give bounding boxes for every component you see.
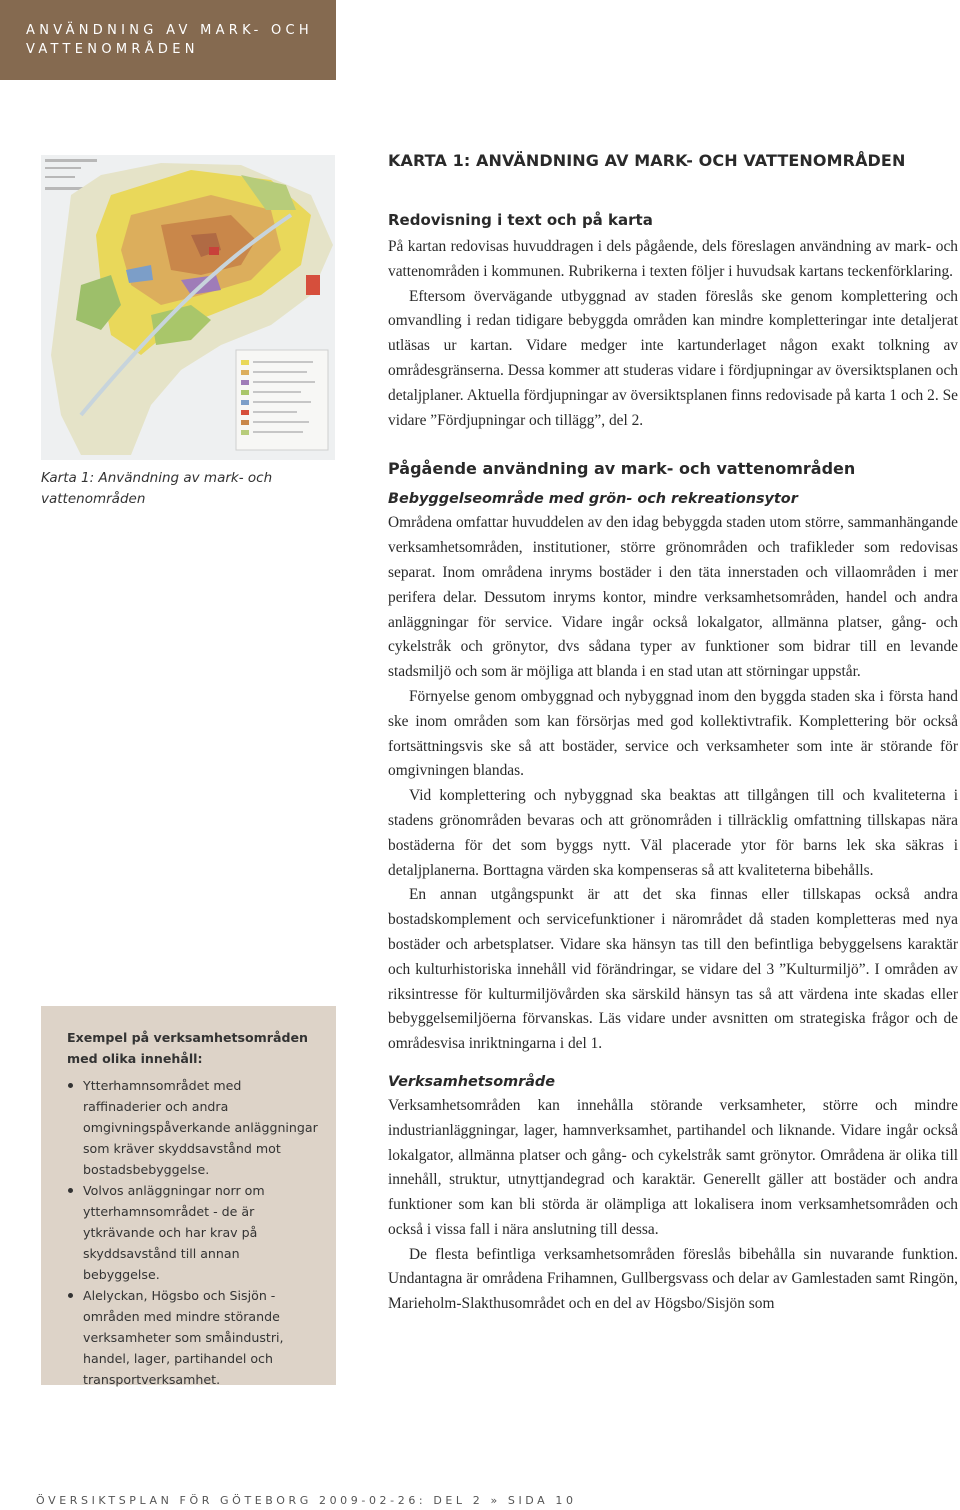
map-graphic: [41, 155, 335, 460]
map-caption: Karta 1: Användning av mark- och vattenområden: [41, 470, 273, 507]
paragraph: Förnyelse genom ombyggnad och nybyggnad inom den byggda staden ska i första hand ske inom områden som kan försörjas med god kollektivtrafik. Komplettering bör också fortsättningsvis ske så att bostäder, service och verksamheter som inte är störande för omgivningen blandas.: [388, 687, 958, 780]
paragraph: Vid komplettering och nybyggnad ska beaktas att tillgången till och kvaliteterna i stadens grönområden bevaras och att grönområden i tillräcklig omfattning tillskapas nära bostäderna för det som byggs nytt. Väl placerade ytor för barns lek ska säkras i detaljplanerna. Borttagna värden ska kompenseras så att kvaliteterna bibehålls.: [388, 787, 958, 879]
page-footer: ÖVERSIKTSPLAN FÖR GÖTEBORG 2009-02-26: DEL 2 » SIDA 10: [36, 1494, 577, 1507]
section-heading-redovisning: Redovisning i text och på karta: [388, 211, 653, 229]
paragraph: Eftersom övervägande utbyggnad av staden föreslås ske genom komplettering och omvandling i redan tidigare bebyggda områden kan mindre kompletteringar inte detaljerat utläsas ur kartan. Vidare medger inte kartunderlaget någon exakt tolkning av områdesgränserna. Dessa kommer att studeras vidare i fördjupningar av översiktsplanen och detaljplaner. Aktuella fördjupningar av översiktsplanen finns redovisade på karta 1 och 2. Se vidare ”Fördjupningar och tillägg”, del 2.: [388, 287, 958, 429]
section-heading-pagaende: Pågående användning av mark- och vattenområden: [388, 459, 856, 479]
page-title: KARTA 1: ANVÄNDNING AV MARK- OCH VATTENOMRÅDEN: [388, 151, 906, 170]
subheading-bebyggelseomrade: Bebyggelseområde med grön- och rekreationsytor: [388, 491, 798, 508]
main-column: [388, 150, 958, 1317]
example-sidebox: [41, 1006, 336, 1385]
paragraph: Verksamhetsområden kan innehålla störande verksamheter, större och mindre industrianläggningar, lager, hamnverksamhet, partihandel och liknande. Vidare ingår också lokalgator, allmänna platser och gång- och cykelstråk samt grönytor. Områdena är olika till innehåll, struktur, utnyttjandegrad och karaktär. Generellt gäller att bostäder och andra funktioner som kan bli störda är olämpliga att lokalisera inom verksamhetsområden och också i vissa fall i nära anslutning till dessa.: [388, 1096, 958, 1238]
paragraph: En annan utgångspunkt är att det ska finnas eller tillskapas också andra bostadskomplement och servicefunktioner i närområdet då staden kompletteras med nya bostäder och arbetsplatser. Vidare ska hänsyn tas till den befintliga bebyggelsens karaktär och kulturhistoriska innehåll vid förändringar, se vidare del 3 ”Kulturmiljö”. I områden av riksintresse för kulturmiljövården ska särskild hänsyn tas så att värdena inte skadas eller bebyggelsemiljöerna förvanskas. Läs vidare under avsnitten om strategiska frågor och de områdesvisa inriktningarna i del 1.: [388, 886, 958, 1053]
land-use-map-thumbnail: [41, 155, 335, 460]
section-header-line2: VATTENOMRÅDEN: [26, 42, 199, 57]
sidebox-title: Exempel på verksamhetsområden med olika innehåll:: [67, 1030, 309, 1066]
paragraph: Områdena omfattar huvuddelen av den idag bebyggda staden utom större, sammanhängande verksamhetsområden, institutioner, större grönområden och trafikleder som redovisas separat. Inom områdena inryms bostäder i den täta innerstaden och villaområden i mer perifera delar. Dessutom inryms kontor, mindre verksamhetsområden, handel och andra anläggningar för service. Vidare ingår också lokalgator, allmänna platser, gång- och cykelstråk och grönytor, dvs sådana typer av funktioner som bidrar till en levande stadsmiljö och som är möjliga att blanda i en stad utan att störningar uppstår.: [388, 514, 958, 681]
subheading-verksamhetsomrade: Verksamhetsområde: [388, 1073, 555, 1090]
paragraph: De flesta befintliga verksamhetsområden föreslås bibehålla sin nuvarande funktion. Undantagna är områdena Frihamnen, Gullbergsvass och delar av Gamlestaden samt Ringön, Marieholm-Slakthusområdet och en del av Högsbo/Sisjön som: [388, 1245, 958, 1313]
section-header-band: [0, 0, 336, 80]
list-item: Ytterhamnsområdet med raffinaderier och andra omgivningspåverkande anläggningar som kräver skyddsavstånd mot bostadsbebyggelse.: [67, 1075, 318, 1180]
list-item: Volvos anläggningar norr om ytterhamnsområdet - de är ytkrävande och har krav på skyddsavstånd till annan bebyggelse.: [67, 1180, 318, 1285]
list-item: Alelyckan, Högsbo och Sisjön - områden med mindre störande verksamheter som småindustri, handel, lager, partihandel och transportverksamhet.: [67, 1285, 318, 1390]
section-header-line1: ANVÄNDNING AV MARK- OCH: [26, 23, 313, 38]
sidebox-list: [67, 1075, 318, 1390]
paragraph: På kartan redovisas huvuddragen i dels pågående, dels föreslagen användning av mark- och vattenområden i kommunen. Rubrikerna i texten följer i huvudsak kartans teckenförklaring.: [388, 238, 958, 280]
